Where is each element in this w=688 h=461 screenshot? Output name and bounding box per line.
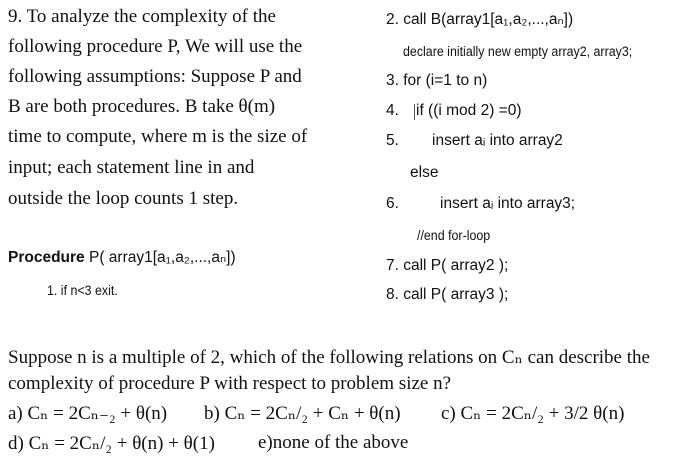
procedure-keyword: Procedure <box>8 249 85 266</box>
code-line-2: 2. call B(array1[a₁,a₂,...,aₙ]) <box>386 11 574 28</box>
procedure-header <box>8 248 236 267</box>
option-c[interactable]: c) Cₙ = 2Cₙ/₂ + 3/2 θ(n) <box>441 403 625 424</box>
option-a[interactable]: a) Cₙ = 2Cₙ₋₂ + θ(n) <box>8 403 168 424</box>
procedure-signature: P( array1[a₁,a₂,...,aₙ]) <box>88 249 236 266</box>
question-line-6: input; each statement line in and <box>8 157 255 178</box>
option-b[interactable]: b) Cₙ = 2Cₙ/₂ + Cₙ + θ(n) <box>204 403 401 424</box>
code-line-7: 7. call P( array2 ); <box>386 257 509 274</box>
code-end-for: //end for-loop <box>417 228 491 243</box>
code-line-8: 8. call P( array3 ); <box>386 286 509 303</box>
margin-bar <box>414 104 415 120</box>
code-declare: declare initially new empty array2, array3; <box>403 44 633 59</box>
code-line-4-text: if ((i mod 2) =0) <box>416 102 522 119</box>
code-line-5-number: 5. <box>386 132 399 149</box>
question-line-3: following assumptions: Suppose P and <box>8 66 302 87</box>
code-line-6-number: 6. <box>386 195 399 212</box>
question-line-4: B are both procedures. B take θ(m) <box>8 96 276 117</box>
question-line-2: following procedure P, We will use the <box>8 36 303 57</box>
code-line-1: 1. if n<3 exit. <box>47 283 118 298</box>
prompt-line-1: Suppose n is a multiple of 2, which of the following relations on Cₙ can describe the <box>8 347 650 368</box>
question-line-5: time to compute, where m is the size of <box>8 126 308 147</box>
prompt-line-2: complexity of procedure P with respect to problem size n? <box>8 373 452 394</box>
code-else: else <box>410 164 439 181</box>
code-line-4-number: 4. <box>386 102 399 119</box>
code-line-3: 3. for (i=1 to n) <box>386 72 488 89</box>
code-line-6-text: insert aᵢ into array3; <box>440 195 576 212</box>
question-line-1: 9. To analyze the complexity of the <box>8 6 276 27</box>
option-d[interactable]: d) Cₙ = 2Cₙ/₂ + θ(n) + θ(1) <box>8 433 215 454</box>
question-line-7: outside the loop counts 1 step. <box>8 188 239 209</box>
option-e[interactable]: e)none of the above <box>258 432 409 453</box>
code-line-5-text: insert aᵢ into array2 <box>432 132 563 149</box>
